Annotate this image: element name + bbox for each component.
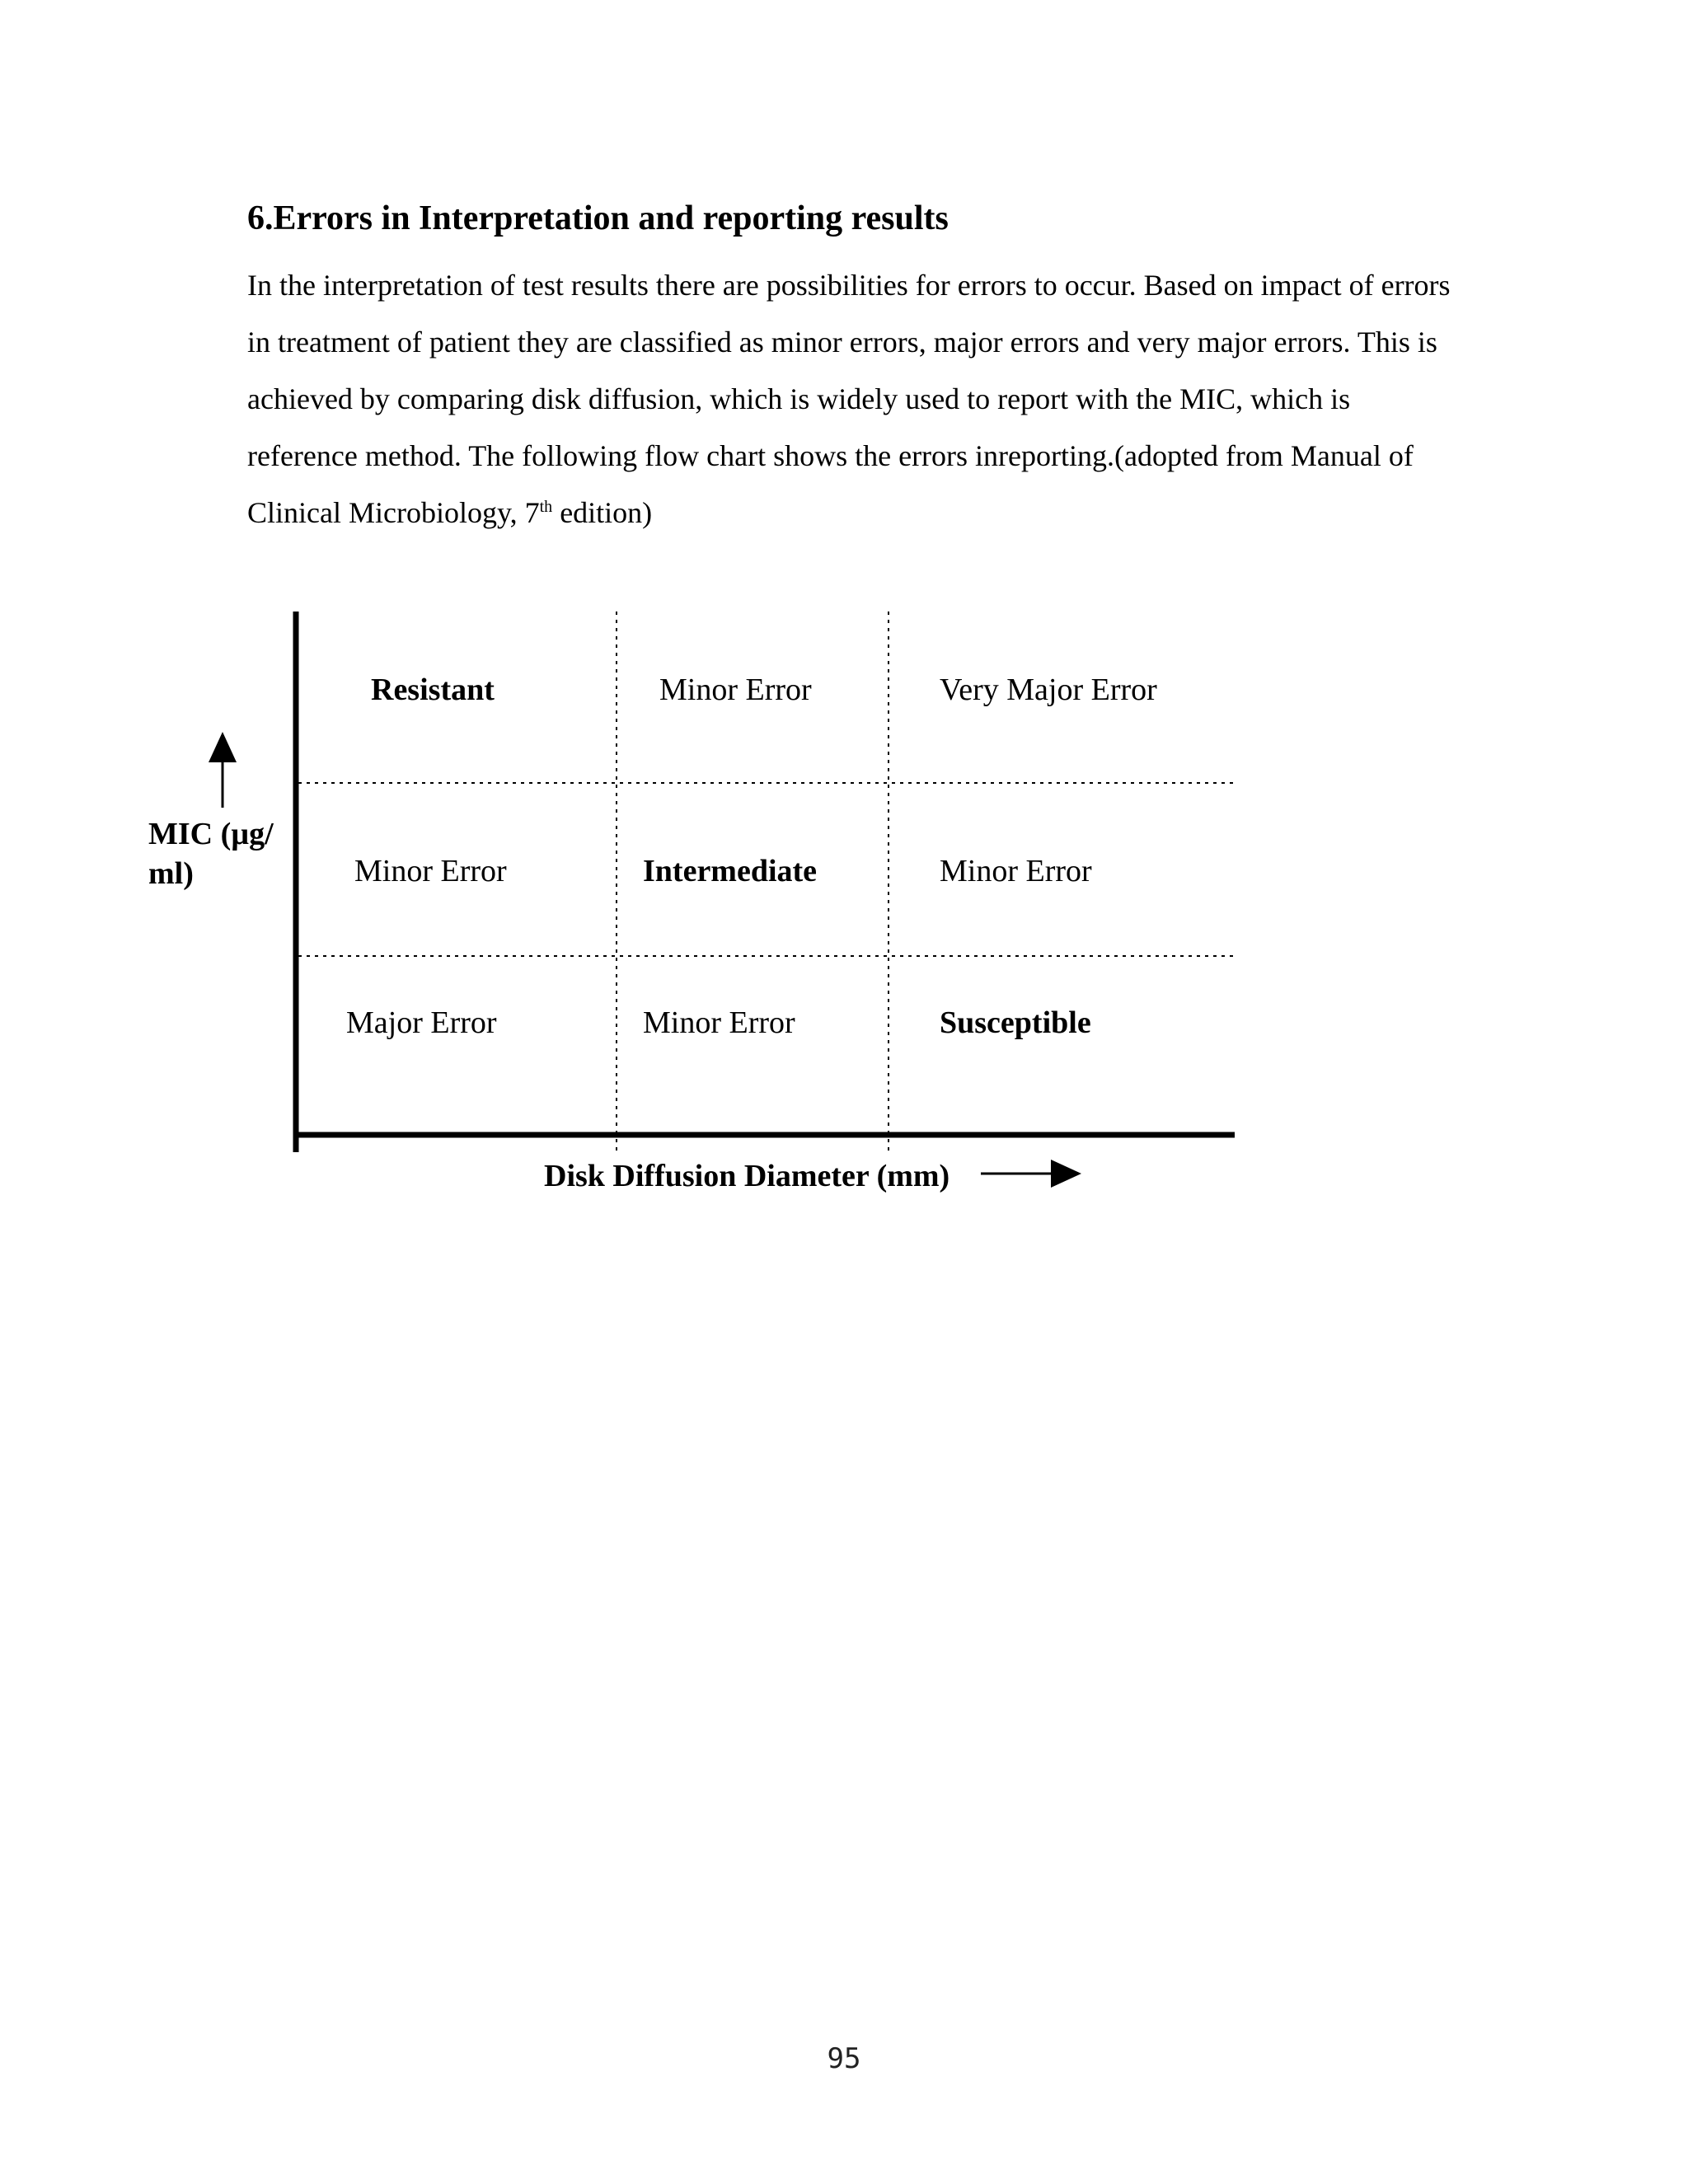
cell-very-major-error: Very Major Error	[940, 673, 1157, 707]
y-axis-label: MIC (µg/ ml)	[148, 817, 274, 891]
x-axis-label: Disk Diffusion Diameter (mm)	[544, 1159, 950, 1193]
cell-minor-error-top: Minor Error	[659, 673, 812, 707]
y-axis-arrow-icon	[209, 732, 237, 808]
paragraph-text-end: edition)	[552, 496, 653, 529]
cell-susceptible: Susceptible	[940, 1005, 1091, 1040]
cell-minor-error-right: Minor Error	[940, 854, 1092, 888]
page-number: 95	[827, 2042, 861, 2075]
x-axis-arrow-icon	[981, 1160, 1081, 1188]
cell-intermediate: Intermediate	[643, 854, 818, 888]
paragraph-text: In the interpretation of test results there are possibilities for errors to occur. Based on impact of errors in treatment of patient they are classified as minor errors, major errors and very major errors. This is achieved by comparing disk diffusion, which is widely used to report with the MIC, which is reference method. The following flow chart shows the errors inreporting.(adopted from Manual of Clinical Microbiology, 7	[247, 269, 1451, 529]
superscript-th: th	[539, 498, 553, 516]
section-heading: 6.Errors in Interpretation and reporting results	[247, 199, 949, 237]
cell-minor-error-bottom: Minor Error	[643, 1005, 795, 1040]
cell-minor-error-left: Minor Error	[354, 854, 507, 888]
cell-major-error: Major Error	[346, 1005, 497, 1040]
cell-resistant: Resistant	[371, 673, 495, 707]
